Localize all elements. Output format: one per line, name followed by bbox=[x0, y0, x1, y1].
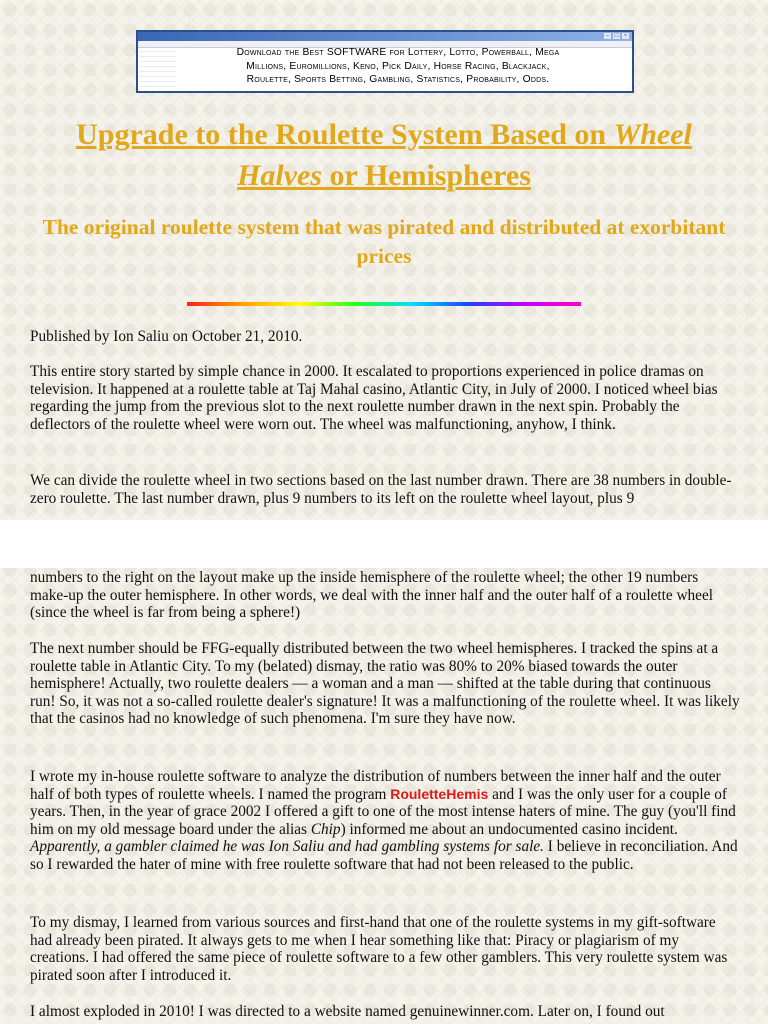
banner-line-2: Millions, Euromillions, Keno, Pick Daily, Horse Racing, Blackjack, bbox=[246, 60, 550, 72]
close-icon: × bbox=[623, 33, 628, 39]
title-part-1: Upgrade to the Roulette System Based on bbox=[76, 118, 614, 151]
p4-text-c: ) informed me about an undocumented casino incident. bbox=[340, 820, 678, 838]
page-subtitle: The original roulette system that was pirated and distributed at exorbitant prices bbox=[42, 215, 726, 268]
banner-line-3: Roulette, Sports Betting, Gambling, Statistics, Probability, Odds. bbox=[246, 74, 550, 85]
title-part-2: or Hemispheres bbox=[322, 159, 531, 192]
paragraph-3: The next number should be FFG-equally distributed between the two wheel hemispheres. I tracked the spins at a roulette table in Atlantic City. To my (belated) dismay, the ratio was 80% to 20% biased towards the outer hemisphere! Actually, two roulette dealers — a woman and a man — shifted at the table during that continuous run! So, it was not a so-called roulette dealer's signature! It was a malfunctioning of the roulette wheel. It was likely that the casinos had no knowledge of such phenomena. I'm sure they have now. bbox=[30, 640, 740, 727]
program-name: RouletteHemis bbox=[390, 785, 489, 802]
page-bottom-section bbox=[0, 568, 768, 1024]
p4-text-b: and I was the only user for a couple of years. Then, in the year of grace 2002 I offered a gift to one of the most intense haters of mine. The guy (you'll find him on my old message board under the alias bbox=[30, 785, 736, 838]
paragraph-2-end: numbers to the right on the layout make up the inside hemisphere of the roulette wheel; the other 19 numbers make-up the outer hemisphere. In other words, we deal with the inner half and the outer half of a roulette wheel (since the wheel is far from being a sphere!) bbox=[30, 569, 714, 621]
banner-line-1: Download the Best SOFTWARE for Lottery, Lotto, Powerball, Mega bbox=[236, 47, 560, 58]
paragraph-5: To my dismay, I learned from various sources and first-hand that one of the roulette systems in my gift-software had already been pirated. It always gets to me when I hear something like that: Piracy or plagiarism of my creations. I had offered the same piece of roulette software to a few other gamblers. This very roulette system was pirated soon after I introduced it. bbox=[30, 914, 728, 984]
alias-name: Chip bbox=[310, 820, 341, 838]
rainbow-divider bbox=[187, 302, 581, 306]
title-italic: Wheel Halves bbox=[237, 118, 692, 192]
paragraph-4 bbox=[30, 768, 740, 873]
paragraph-6: I almost exploded in 2010! I was directed to a website named genuinewinner.com. Later on, I found out bbox=[30, 1003, 665, 1020]
published-line: Published by Ion Saliu on October 21, 2010. bbox=[30, 328, 303, 345]
banner-window-titlebar bbox=[138, 32, 632, 41]
page-title[interactable] bbox=[30, 114, 738, 196]
paragraph-1: This entire story started by simple chance in 2000. It escalated to proportions experienced in police dramas on television. It happened at a roulette table at Taj Mahal casino, Atlantic City, in July of 2000. I noticed wheel bias regarding the jump from the previous slot to the next roulette number drawn in the next spin. Probably the deflectors of the roulette wheel were worn out. The wheel was malfunctioning, anyhow, I think. bbox=[30, 363, 718, 433]
software-banner[interactable] bbox=[136, 30, 634, 93]
paragraph-2-start: We can divide the roulette wheel in two sections based on the last number drawn. There are 38 numbers in double-zero roulette. The last number drawn, plus 9 numbers to its left on the roulette wheel layout, plus 9 bbox=[30, 472, 732, 507]
p4-quote: Apparently, a gambler claimed he was Ion Saliu and had gambling systems for sale. bbox=[30, 838, 544, 855]
p4-text-d: I believe in reconciliation. And so I rewarded the hater of mine with free roulette software that had not been released to the public. bbox=[30, 838, 738, 873]
banner-text[interactable] bbox=[166, 46, 630, 87]
maximize-icon: □ bbox=[614, 33, 619, 39]
page-break-gap bbox=[0, 520, 768, 568]
p4-text-a: I wrote my in-house roulette software to analyze the distribution of numbers between the inner half and the outer half of both types of roulette wheels. I named the program bbox=[30, 768, 721, 803]
minimize-icon: – bbox=[606, 33, 609, 39]
